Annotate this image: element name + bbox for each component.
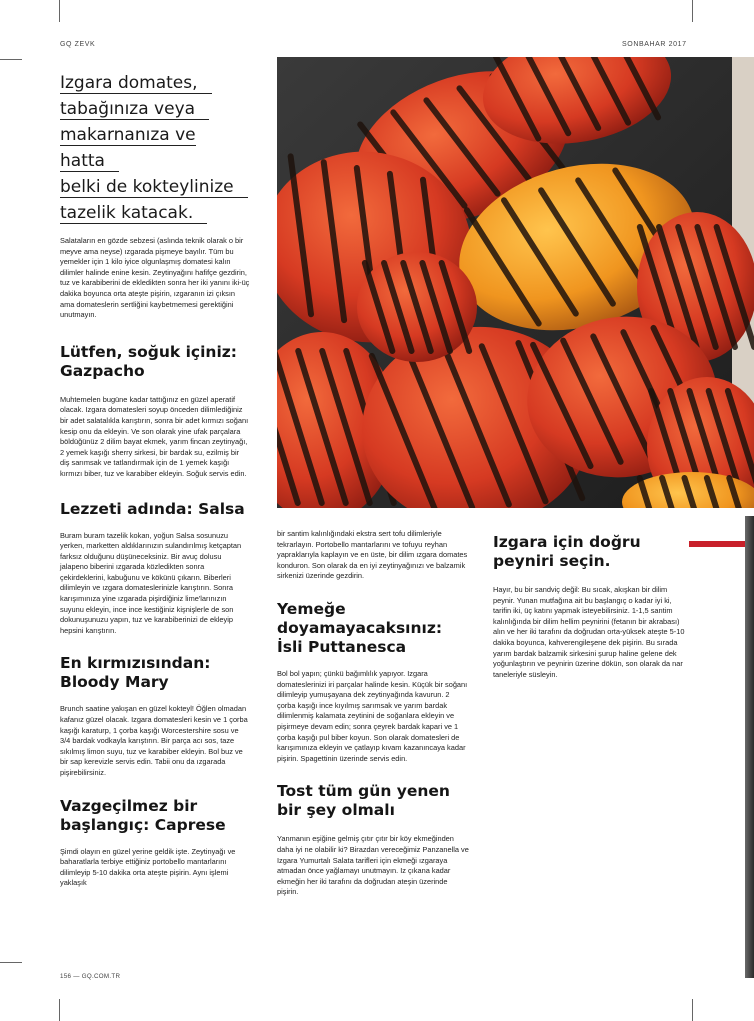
section-title-bloody-mary: [60, 654, 250, 692]
title-line: Yemeğe: [277, 599, 346, 618]
title-line: başlangıç: Caprese: [60, 815, 226, 834]
title-line: Gazpacho: [60, 361, 145, 380]
grilled-tomatoes-photo: [277, 57, 754, 508]
running-header-left: GQ ZEVK: [60, 41, 96, 48]
tost-body: Yanmanın eşiğine gelmiş çıtır çıtır bir köy ekmeğinden daha iyi ne olabilir ki? Birazdan vereceğimiz Panzanella ve Izgara Yumurtalı Salata tarifleri için ekmeği ızgaraya atmadan önce yağlamayı unutmayın. Iz çıkana kadar ekmeğin her iki tarafını da doğrudan ateşin üzerinde pişirin.: [277, 834, 469, 897]
title-line: En kırmızısından:: [60, 654, 211, 673]
right-column: [493, 533, 687, 680]
crop-mark: [59, 0, 60, 22]
tomato-slice: [357, 252, 477, 362]
page-footer: [60, 973, 120, 980]
crop-mark: [0, 962, 22, 963]
section-title-peynir: [493, 533, 687, 571]
headline-line: tabağınıza veya: [60, 99, 209, 120]
left-column: [60, 70, 250, 889]
crop-mark: [692, 999, 693, 1021]
title-line: Lezzeti adında: Salsa: [60, 499, 245, 518]
crop-mark: [59, 999, 60, 1021]
running-header-right: SONBAHAR 2017: [622, 41, 687, 48]
lead-headline: [60, 70, 250, 226]
section-title-puttanesca: [277, 600, 469, 657]
title-line: Lütfen, soğuk içiniz:: [60, 342, 237, 361]
accent-bar: [689, 541, 747, 547]
section-title-gazpacho: [60, 343, 250, 381]
intro-body: Salataların en gözde sebzesi (aslında teknik olarak o bir meyve ama neyse) ızgarada pişmeye bayılır. Tüm bu yemekler için 1 kilo iyice olgunlaşmış domatesi kalın dilimler halinde enine kesin. Zeytinyağını hafifçe gezdirin, tuz ve karabiberini de ekledikten sonra her iki yanını iki-üç dakika boyunca orta ateşte pişirin, ızgaranın izi çıksın ama domateslerin sertliğini kaybetmemesi gerektiğini unutmayın.: [60, 236, 250, 320]
title-line: İsli Puttanesca: [277, 637, 407, 656]
caprese-continued: bir santim kalınlığındaki ekstra sert tofu dilimleriyle tekrarlayın. Portobello mantarlarını ve tofuyu reyhan yapraklarıyla kaplayın ve en üste, bir dilim ızgara domates konduron. Son olarak da en iyi zeytinyağınızı ve balzamik sirkenizi üzerinde gezdirin.: [277, 529, 468, 581]
title-line: Izgara için doğru: [493, 533, 641, 551]
headline-line: tazelik katacak.: [60, 203, 207, 224]
headline-line: Izgara domates,: [60, 73, 212, 94]
crop-mark: [0, 59, 22, 60]
title-line: bir şey olmalı: [277, 801, 395, 820]
title-line: Bloody Mary: [60, 673, 169, 692]
section-title-caprese: [60, 797, 250, 835]
footer-site: — GQ.COM.TR: [73, 973, 121, 980]
puttanesca-body: Bol bol yapın; çünkü bağımlılık yapıyor. Izgara domateslerinizi iri parçalar halinde kesin. Küçük bir soğanı dilimleyip yumuşayana dek zeytinyağında kavurun. 2 çorba kaşığı ince kıyılmış sarımsak ve yarım bardak dilimlenmiş kalamata zeytinini de soğanlara ekleyin ve pişirmeye devam edin; sonra çeyrek bardak kapari ve 1 çorba kaşığı pul biber koyun. Son olarak domatesleri de karışımınıza ekleyin ve çatlayıp kıvam kazanıncaya kadar pişirin. Spagettinin üzerinde servis edin.: [277, 668, 468, 763]
section-title-tost: [277, 782, 469, 820]
title-line: Vazgeçilmez bir: [60, 796, 198, 815]
title-line: doyamayacaksınız:: [277, 618, 443, 637]
headline-line: makarnanıza ve hatta: [60, 125, 196, 171]
headline-line: belki de kokteylinize: [60, 177, 248, 198]
title-line: Tost tüm gün yenen: [277, 782, 450, 801]
title-line: peyniri seçin.: [493, 552, 611, 570]
salsa-body: Buram buram tazelik kokan, yoğun Salsa sosunuzu yerken, marketten aldıklarınızın sulandırılmış ketçaptan farksız olduğunu düşüneceksiniz. Bir avuç dolusu jalapeno biberini ızgarada közledikten sonra çekirdeklerini, kabuğunu ve kökünü çıkarın. Biberleri dilimleyin ve ızgara domateslerinizle karıştırın. Sonra karışımınıza yine ızgarada pişirdiğiniz lime'larınızın suyunu ekleyin, ince ince kestiğiniz kişnişlerle de son dokunuşunuzu yapın, tuz ve karabiberinizi de ekleyip hepsini karıştırın.: [60, 530, 242, 635]
page-edge: [745, 516, 754, 978]
peynir-body: Hayır, bu bir sandviç değil: Bu sıcak, akışkan bir dilim peynir. Yunan mutfağına ait bu başlangıç o kadar iyi ki, tarifin iki, üç katını yapmak isteyebilirsiniz. 1-1,5 santim kalınlığında bir dilim hellim peynirini (fetanın bir akrabası) alın ve her iki tarafını da doğrudan orta-yüksek ateşte 5-10 dakika boyunca, kahverengileşene dek pişirin. Bu sırada yarım bardak balzamik sirkesini şurup haline gelene dek yoğunlaştırın ve peynirin üzerine dökün, son olarak da nar taneleriyle süsleyin.: [493, 585, 685, 679]
caprese-body: Şimdi olayın en güzel yerine geldik işte. Zeytinyağı ve baharatlarla terbiye ettiğiniz portobello mantarlarını dilimleyip 5-10 dakika orta ateşte pişirin. Aynı işlemi yaklaşık: [60, 846, 236, 888]
photo-illustration: [277, 57, 754, 508]
bloody-mary-body: Brunch saatine yakışan en güzel kokteyl! Öğlen olmadan kafanız güzel olacak. Izgara domatesleri kesin ve 1 çorba kaşığı karaturp, 1 çorba kaşığı Worcestershire sosu ve 3/4 bardak vodkayla karıştırın. Bir parça acı sos, taze sıkılmış limon suyu, tuz ve karabiber ekleyin. Bol buz ve bir sap kerevizle servis edin. Tabii onu da ızgarada pişirebilirsiniz.: [60, 704, 248, 777]
section-title-salsa: [60, 500, 250, 519]
middle-column: [277, 529, 469, 898]
gazpacho-body: Muhtemelen bugüne kadar tattığınız en güzel aperatif olacak. Izgara domatesleri soyup önceden dilimlediğiniz bir adet salatalıkla karıştırın, sonra bir adet kırmızı soğanı kesip onu da ekleyin. Ve son olarak yine ufak parçalara böldüğünüz 2 dilim bayat ekmek, yarım fincan zeytinyağı, 2 yemek kaşığı sherry sirkesi, bir bardak su, ezilmiş bir diş sarımsak ve tatlandırmak için de 1 yemek kaşığı kırmızı biber, tuz ve karabiber ekleyin. Soğuk servis edin.: [60, 394, 249, 478]
crop-mark: [692, 0, 693, 22]
page-number: 156: [60, 973, 72, 980]
